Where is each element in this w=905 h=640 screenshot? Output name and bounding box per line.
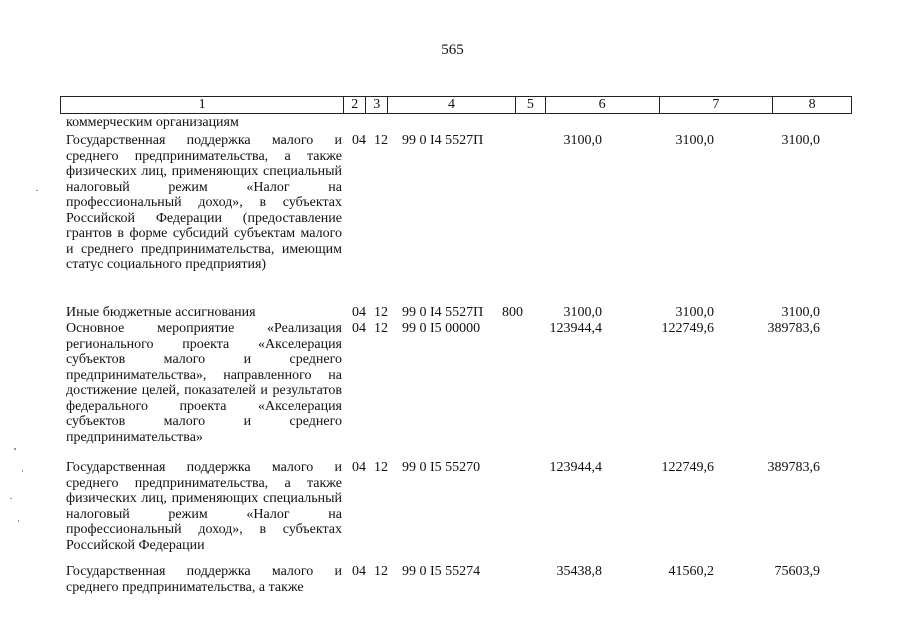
- row-csr: 99 0 I5 55274: [402, 564, 481, 579]
- row-rz: 04: [352, 460, 366, 475]
- row-year-1: 123944,4: [549, 321, 602, 336]
- row-year-1: 123944,4: [549, 460, 602, 475]
- row-year-3: 389783,6: [767, 460, 820, 475]
- row-year-3: 389783,6: [767, 321, 820, 336]
- header-col-4: 4: [388, 97, 516, 113]
- row-pr: 12: [374, 460, 388, 475]
- row-name: Государственная поддержка малого и среднего предпринимательства, а также физических лиц, применяющих специальный налоговый режим «Налог на профессиональный доход», в субъектах Российской Федерации (предоставление грантов в форме субсидий субъектам малого и среднего предпринимательства, имеющим статус социального предприятия): [66, 133, 342, 272]
- page-number: 565: [441, 42, 464, 58]
- row-csr: 99 0 I5 00000: [402, 321, 481, 336]
- row-vr: 800: [502, 305, 523, 320]
- row-year-2: 41560,2: [668, 564, 714, 579]
- row-year-1: 3100,0: [563, 133, 602, 148]
- header-col-5: 5: [516, 97, 546, 113]
- scan-speck: [18, 520, 19, 522]
- row-name: Иные бюджетные ассигнования: [66, 305, 256, 320]
- header-col-1: 1: [61, 97, 344, 113]
- scan-speck: [10, 498, 12, 499]
- row-rz: 04: [352, 305, 366, 320]
- header-col-8: 8: [808, 97, 816, 112]
- row-year-3: 3100,0: [781, 305, 820, 320]
- row-csr: 99 0 I5 55270: [402, 460, 481, 475]
- row-name: Государственная поддержка малого и среднего предпринимательства, а также: [66, 564, 342, 595]
- row-pr: 12: [374, 321, 388, 336]
- row-csr: 99 0 I4 5527П: [402, 133, 484, 148]
- row-year-2: 3100,0: [675, 305, 714, 320]
- row-name: Основное мероприятие «Реализация регионального проекта «Акселерация субъектов малого и среднего предпринимательства», направленного на достижение целей, показателей и результатов федерального проекта «Акселерация субъектов малого и среднего предпринимательства»: [66, 321, 342, 445]
- row-year-2: 122749,6: [661, 321, 714, 336]
- table-header: [60, 96, 852, 114]
- header-col-6: 6: [546, 97, 660, 113]
- header-col-2: 2: [344, 97, 366, 113]
- row-year-3: 75603,9: [774, 564, 820, 579]
- row-year-1: 35438,8: [556, 564, 602, 579]
- row-pr: 12: [374, 133, 388, 148]
- row-year-2: 122749,6: [661, 460, 714, 475]
- row-rz: 04: [352, 133, 366, 148]
- row-name: коммерческим организациям: [66, 115, 239, 130]
- header-col-3: 3: [366, 97, 388, 113]
- row-year-3: 3100,0: [781, 133, 820, 148]
- row-rz: 04: [352, 321, 366, 336]
- row-pr: 12: [374, 305, 388, 320]
- row-year-2: 3100,0: [675, 133, 714, 148]
- row-pr: 12: [374, 564, 388, 579]
- scan-speck: [22, 470, 23, 472]
- scan-speck: [14, 448, 16, 450]
- scan-speck: [36, 190, 38, 191]
- row-csr: 99 0 I4 5527П: [402, 305, 484, 320]
- row-name: Государственная поддержка малого и среднего предпринимательства, а также физических лиц, применяющих специальный налоговый режим «Налог на профессиональный доход», в субъектах Российской Федерации: [66, 460, 342, 553]
- row-rz: 04: [352, 564, 366, 579]
- header-col-7: 7: [660, 97, 774, 113]
- row-year-1: 3100,0: [563, 305, 602, 320]
